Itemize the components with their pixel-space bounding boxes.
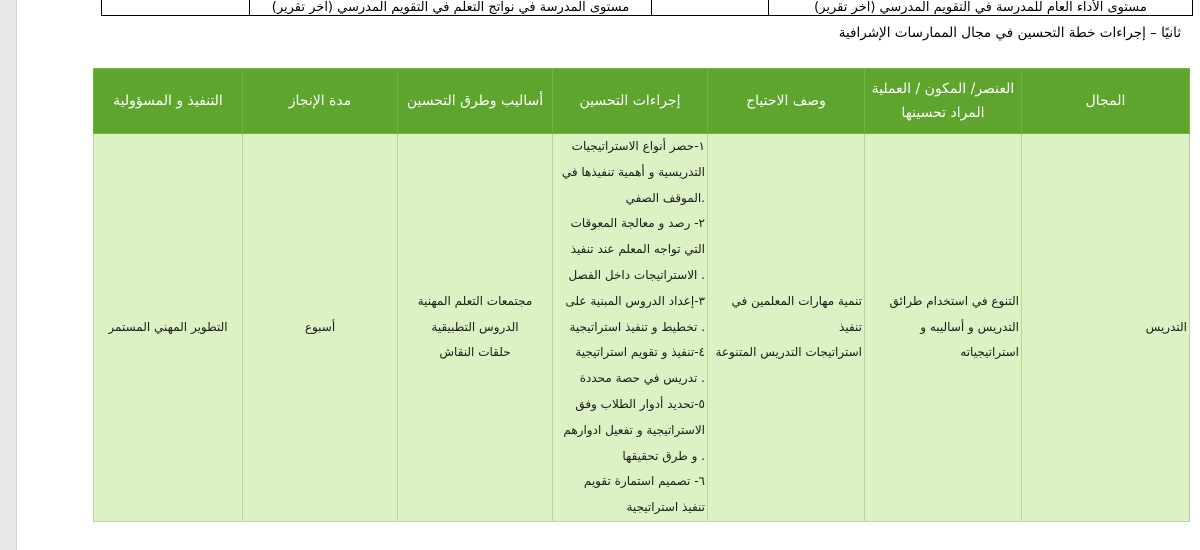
cell-line: الدروس التطبيقية <box>431 319 519 334</box>
cell-need <box>708 134 865 522</box>
cell-domain: التدريس <box>1022 134 1190 522</box>
cell-methods <box>398 134 553 522</box>
cell-line: ٢- رصد و معالجة المعوقات <box>570 216 705 231</box>
cell-line: تنمية مهارات المعلمين في تنفيذ <box>731 293 862 334</box>
left-scroll-gutter <box>0 0 17 550</box>
table-row <box>102 0 1193 16</box>
document-page <box>17 0 1200 550</box>
header-procedures: إجراءات التحسين <box>553 69 708 134</box>
cell-line: حلقات النقاش <box>439 345 511 360</box>
cell-line: استراتيجات التدريس المتنوعة <box>715 345 862 360</box>
cell-line: التدريسية و أهمية تنفيذها في <box>561 164 705 179</box>
header-element: العنصر/ المكون / العملية المراد تحسينها <box>865 69 1022 134</box>
cell-line: .الموقف الصفي <box>625 190 705 205</box>
cell-line: ٥-تحديد أدوار الطلاب وفق <box>575 396 705 411</box>
cell-procedures <box>553 134 708 522</box>
cell-responsibility: التطوير المهني المستمر <box>94 134 243 522</box>
cell-line: ٤-تنفيذ و تقويم استراتيجية <box>575 345 705 360</box>
improvement-plan-table <box>93 68 1190 522</box>
header-domain: المجال <box>1022 69 1190 134</box>
cell-element <box>865 134 1022 522</box>
table-cell <box>652 0 769 16</box>
cell-line: الاستراتيجية و تفعيل ادوارهم <box>563 422 705 437</box>
previous-table-fragment <box>101 0 1193 16</box>
table-cell <box>102 0 250 16</box>
table-row <box>94 134 1190 522</box>
table-cell: مستوى المدرسة في نواتج التعلم في التقويم المدرسي (آخر تقرير) <box>250 0 652 16</box>
section-title: ثانيًا – إجراءات خطة التحسين في مجال الممارسات الإشرافية <box>838 25 1181 41</box>
cell-line: مجتمعات التعلم المهنية <box>417 293 533 308</box>
cell-line: التي تواجه المعلم عند تنفيذ <box>570 242 705 257</box>
cell-line: التدريس و أساليبه و <box>920 319 1019 334</box>
cell-duration: أسبوع <box>243 134 398 522</box>
header-responsibility: التنفيذ و المسؤولية <box>94 69 243 134</box>
header-need: وصف الاحتياج <box>708 69 865 134</box>
cell-line: تنفيذ استراتيجية <box>626 500 705 515</box>
table-cell: مستوى الأداء العام للمدرسة في التقويم المدرسي (آخر تقرير) <box>769 0 1193 16</box>
header-methods: أساليب وطرق التحسين <box>398 69 553 134</box>
cell-line: ٦- تصميم استمارة تقويم <box>583 474 705 489</box>
cell-line: ١-حصر أنواع الاستراتيجيات <box>571 139 705 153</box>
cell-line: . تخطيط و تنفيذ استراتيجية <box>569 319 705 334</box>
cell-line: استراتيجياته <box>960 345 1019 360</box>
cell-line: ٣-إعداد الدروس المبنية على <box>565 293 705 308</box>
cell-line: . الاستراتيجات داخل الفصل <box>568 267 705 282</box>
header-duration: مدة الإنجاز <box>243 69 398 134</box>
cell-line: التنوع في استخدام طرائق <box>889 293 1019 308</box>
header-row <box>94 69 1190 134</box>
cell-line: . تدريس في حصة محددة <box>579 371 705 386</box>
cell-line: . و طرق تحقيقها <box>622 448 705 463</box>
